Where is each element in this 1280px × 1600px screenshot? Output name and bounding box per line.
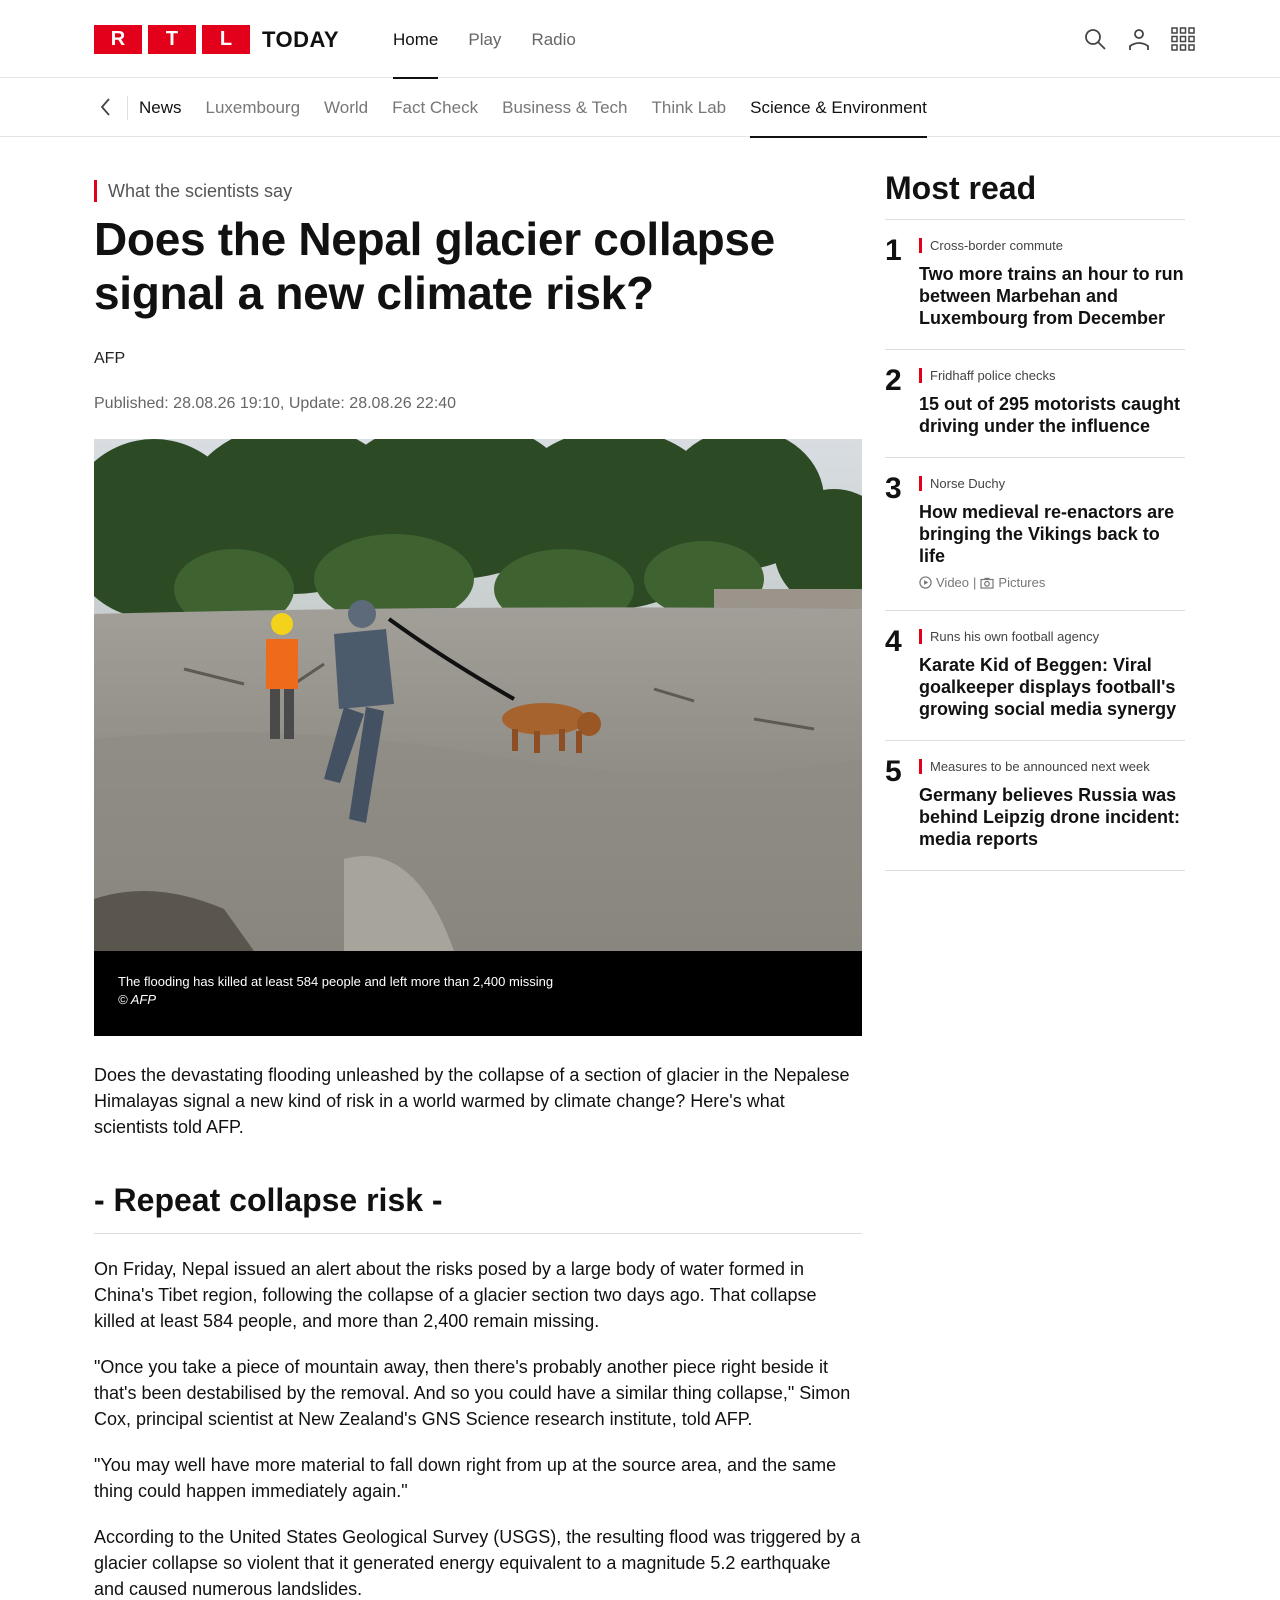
article-lead: Does the devastating flooding unleashed by the collapse of a section of glacier in the Nepalese Himalayas signal a new kind of risk in a world warmed by climate change? Here's what scientists told AFP. — [94, 1065, 850, 1137]
subnav-science-environment[interactable]: Science & Environment — [750, 78, 927, 137]
most-read-rank: 5 — [885, 755, 902, 788]
most-read-rank: 4 — [885, 625, 902, 658]
most-read-headline[interactable]: How medieval re-enactors are bringing the Vikings back to life — [919, 502, 1175, 566]
apps-grid-icon[interactable] — [1170, 26, 1196, 52]
subnav-world[interactable]: World — [324, 98, 369, 117]
meta-separator: | — [973, 575, 977, 590]
logo-letter-t: T — [148, 25, 196, 54]
most-read-rank: 2 — [885, 364, 902, 397]
logo-word: TODAY — [262, 26, 340, 52]
article — [94, 138, 862, 1600]
section-nav — [0, 78, 1280, 137]
most-read-item[interactable] — [885, 458, 1185, 611]
most-read-sidebar — [885, 170, 1185, 871]
article-paragraph-2: "Once you take a piece of mountain away, then there's probably another piece right beside it that's been destabilised by the removal. And so you could have a similar thing collapse," Simon Cox, principal scientist at New Zealand's GNS Science research institute, told AFP. — [94, 1357, 851, 1429]
most-read-kicker: Measures to be announced next week — [919, 759, 1185, 774]
nav-radio[interactable]: Radio — [531, 30, 576, 49]
search-icon[interactable] — [1082, 26, 1108, 52]
article-subhead: - Repeat collapse risk - — [94, 1182, 862, 1234]
most-read-rank: 1 — [885, 234, 902, 267]
logo-letter-l: L — [202, 25, 250, 54]
subnav-fact-check[interactable]: Fact Check — [392, 98, 479, 117]
most-read-item[interactable] — [885, 350, 1185, 458]
play-circle-icon — [919, 576, 932, 589]
caption-text: The flooding has killed at least 584 people and left more than 2,400 missing — [118, 974, 554, 989]
most-read-kicker: Norse Duchy — [919, 476, 1185, 491]
most-read-rank: 3 — [885, 472, 902, 505]
most-read-kicker: Cross-border commute — [919, 238, 1185, 253]
video-label: Video — [936, 575, 970, 590]
most-read-kicker: Fridhaff police checks — [919, 368, 1185, 383]
most-read-headline[interactable]: Two more trains an hour to run between Marbehan and Luxembourg from December — [919, 264, 1184, 328]
main-nav — [393, 0, 606, 78]
most-read-headline[interactable]: Germany believes Russia was behind Leipzig drone incident: media reports — [919, 785, 1180, 849]
camera-icon — [980, 577, 994, 589]
hero-image — [94, 439, 862, 951]
most-read-title: Most read — [885, 170, 1185, 220]
most-read-item[interactable] — [885, 611, 1185, 741]
most-read-item[interactable] — [885, 220, 1185, 350]
article-published: Published: 28.08.26 19:10, Update: 28.08.26 22:40 — [94, 395, 457, 412]
pictures-label: Pictures — [998, 575, 1046, 590]
most-read-kicker: Runs his own football agency — [919, 629, 1185, 644]
article-paragraph-4: According to the United States Geological Survey (USGS), the resulting flood was triggered by a glacier collapse so violent that it generated energy equivalent to a magnitude 5.2 earthquake and caused numerous landslides. — [94, 1527, 861, 1599]
article-kicker: What the scientists say — [94, 180, 862, 202]
article-paragraph-3: "You may well have more material to fall down right from up at the source area, and the same thing could happen immediately again." — [94, 1455, 837, 1501]
subnav-business-tech[interactable]: Business & Tech — [502, 98, 628, 117]
most-read-headline[interactable]: 15 out of 295 motorists caught driving under the influence — [919, 394, 1181, 436]
caption-credit: © AFP — [118, 992, 156, 1007]
article-headline: Does the Nepal glacier collapse signal a new climate risk? — [94, 213, 775, 319]
chevron-left-icon[interactable] — [94, 95, 118, 119]
nav-play[interactable]: Play — [468, 30, 502, 49]
subnav-think-lab[interactable]: Think Lab — [651, 98, 727, 117]
header-tools — [1082, 26, 1196, 52]
subnav-luxembourg[interactable]: Luxembourg — [205, 98, 301, 117]
article-paragraph-1: On Friday, Nepal issued an alert about the risks posed by a large body of water formed in China's Tibet region, following the collapse of a glacier section two days ago. That collapse killed at least 584 people, and more than 2,400 remain missing. — [94, 1259, 817, 1331]
top-header — [0, 0, 1280, 78]
logo-letter-r: R — [94, 25, 142, 54]
most-read-item[interactable] — [885, 741, 1185, 871]
subnav-news[interactable]: News — [139, 98, 182, 117]
most-read-headline[interactable]: Karate Kid of Beggen: Viral goalkeeper displays football's growing social media synergy — [919, 655, 1177, 719]
image-caption — [94, 951, 862, 1036]
article-source: AFP — [94, 350, 126, 367]
rtl-today-logo[interactable] — [94, 25, 339, 54]
nav-divider — [127, 96, 128, 120]
user-icon[interactable] — [1126, 26, 1152, 52]
nav-home[interactable]: Home — [393, 0, 438, 78]
media-meta — [919, 575, 1185, 590]
